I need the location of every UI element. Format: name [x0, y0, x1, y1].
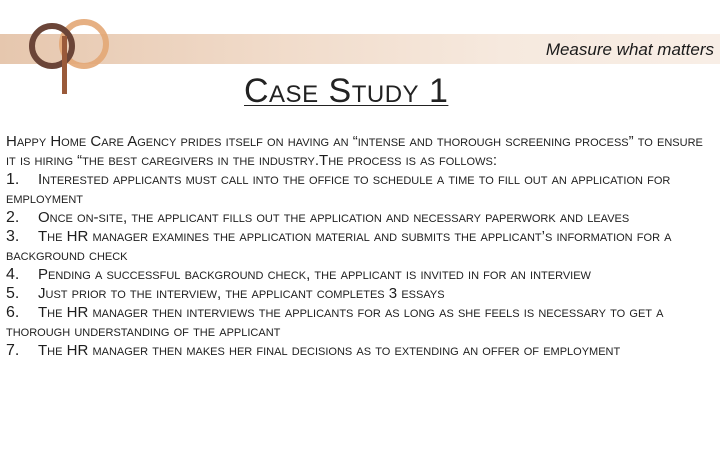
- step-item: [6, 208, 716, 227]
- company-logo: [18, 16, 118, 96]
- step-number: 4.: [6, 266, 20, 283]
- intro-paragraph: Happy Home Care Agency prides itself on having an “intense and thorough screening process” to ensure it is hiring “the best caregivers in the industry.The process is as follows:: [6, 133, 703, 169]
- step-text: The HR manager then makes her final decisions as to extending an offer of employment: [38, 342, 621, 359]
- step-number: 2.: [6, 209, 20, 226]
- step-number: 1.: [6, 171, 20, 188]
- step-text: The HR manager then interviews the applicants for as long as she feels is necessary to get a thorough understanding of the applicant: [6, 304, 664, 340]
- step-item: [6, 284, 716, 303]
- step-item: [6, 265, 716, 284]
- page-title: Case Study 1: [244, 72, 449, 110]
- step-number: 3.: [6, 228, 20, 245]
- step-item: [6, 341, 716, 360]
- tagline: Measure what matters: [545, 40, 714, 59]
- step-number: 6.: [6, 304, 20, 321]
- step-text: Once on-site, the applicant fills out the application and necessary paperwork and leaves: [38, 209, 630, 226]
- step-text: Interested applicants must call into the office to schedule a time to fill out an application for employment: [6, 171, 671, 207]
- step-number: 5.: [6, 285, 20, 302]
- step-number: 7.: [6, 342, 20, 359]
- step-item: [6, 170, 716, 208]
- step-text: Pending a successful background check, the applicant is invited in for an interview: [38, 266, 591, 283]
- step-text: The HR manager examines the application material and submits the applicant’s information for a background check: [6, 228, 672, 264]
- step-item: [6, 303, 716, 341]
- steps-list: [6, 170, 716, 360]
- case-study-body: [6, 132, 716, 360]
- step-item: [6, 227, 716, 265]
- step-text: Just prior to the interview, the applicant completes 3 essays: [38, 285, 445, 302]
